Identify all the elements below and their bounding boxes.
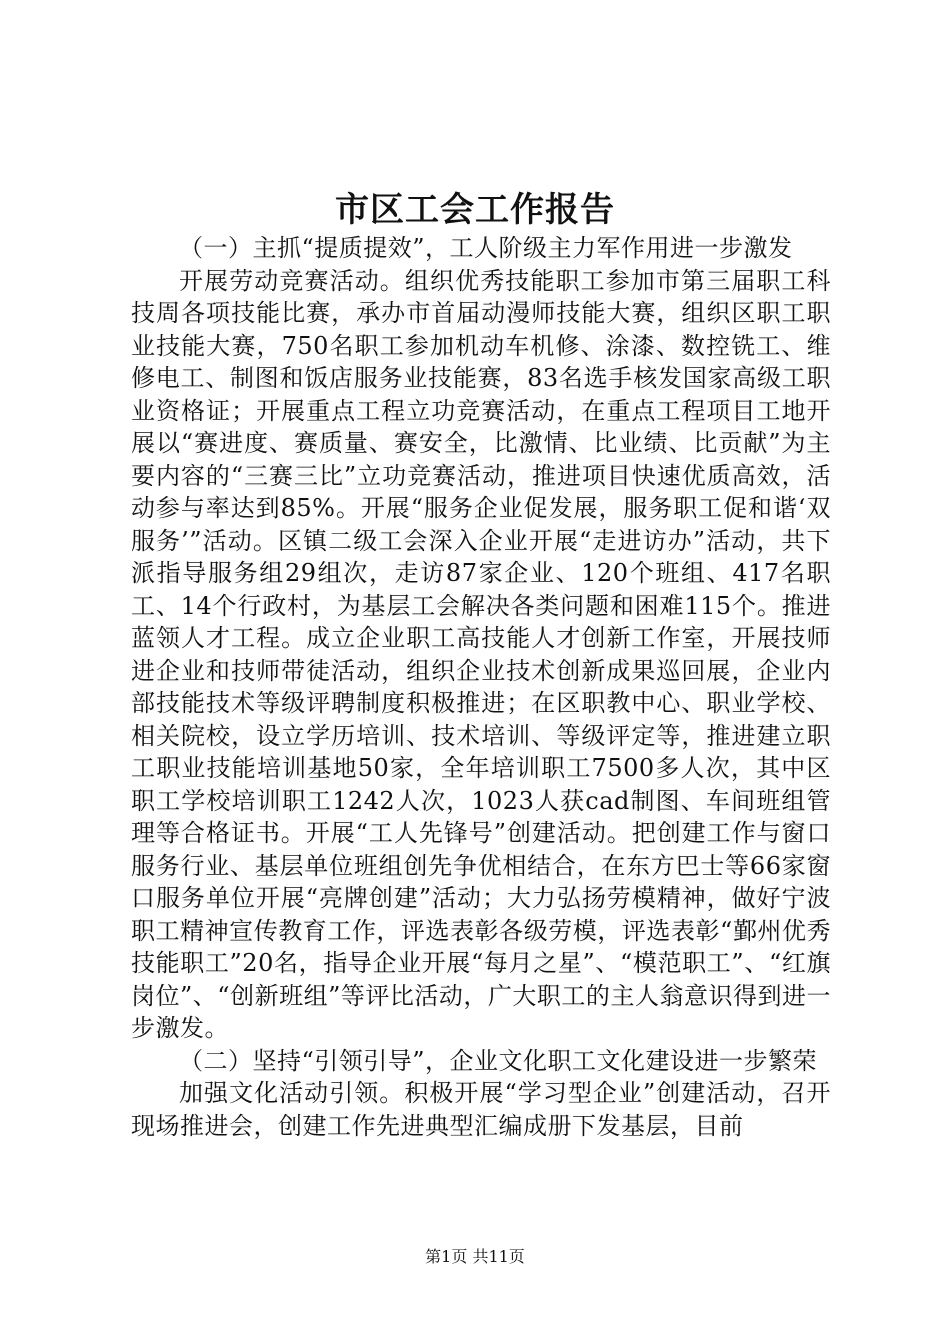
section-heading-2: （二）坚持“引领引导”，企业文化职工文化建设进一步繁荣 (179, 1046, 818, 1075)
body-paragraph-2: 加强文化活动引领。积极开展“学习型企业”创建活动，召开现场推进会，创建工作先进典型汇编成册下发基层，目前 (131, 1079, 831, 1140)
document-title: 市区工会工作报告 (335, 190, 615, 230)
page-footer: 第1页 共11页 (425, 1247, 525, 1266)
body-paragraph-1: 开展劳动竞赛活动。组织优秀技能职工参加市第三届职工科技周各项技能比赛，承办市首届动漫师技能大赛，组织区职工职业技能大赛，750名职工参加机动车机修、涂漆、数控铣工、维修电工、制图和饭店服务业技能赛，83名选手核发国家高级工职业资格证；开展重点工程立功竞赛活动，在重点工程项目工地开展以“赛进度、赛质量、赛安全，比激情、比业绩、比贡献”为主要内容的“三赛三比”立功竞赛活动，推进项目快速优质高效，活动参与率达到85%。开展“服务企业促发展，服务职工促和谐‘双服务’”活动。区镇二级工会深入企业开展“走进访办”活动，共下派指导服务组29组次，走访87家企业、120个班组、417名职工、14个行政村，为基层工会解决各类问题和困难115个。推进蓝领人才工程。成立企业职工高技能人才创新工作室，开展技师进企业和技师带徒活动，组织企业技术创新成果巡回展，企业内部技能技术等级评聘制度积极推进；在区职教中心、职业学校、相关院校，设立学历培训、技术培训、等级评定等，推进建立职工职业技能培训基地50家，全年培训职工7500多人次，其中区职工学校培训职工1242人次，1023人获cad制图、车间班组管理等合格证书。开展“工人先锋号”创建活动。把创建工作与窗口服务行业、基层单位班组创先争优相结合，在东方巴士等66家窗口服务单位开展“亮牌创建”活动；大力弘扬劳模精神，做好宁波职工精神宣传教育工作，评选表彰各级劳模，评选表彰“鄞州优秀技能职工”20名，指导企业开展“每月之星”、“模范职工”、“红旗岗位”、“创新班组”等评比活动，广大职工的主人翁意识得到进一步激发。 (131, 266, 831, 1042)
section-heading-1: （一）主抓“提质提效”，工人阶级主力军作用进一步激发 (179, 234, 793, 262)
document-body (131, 232, 831, 1142)
